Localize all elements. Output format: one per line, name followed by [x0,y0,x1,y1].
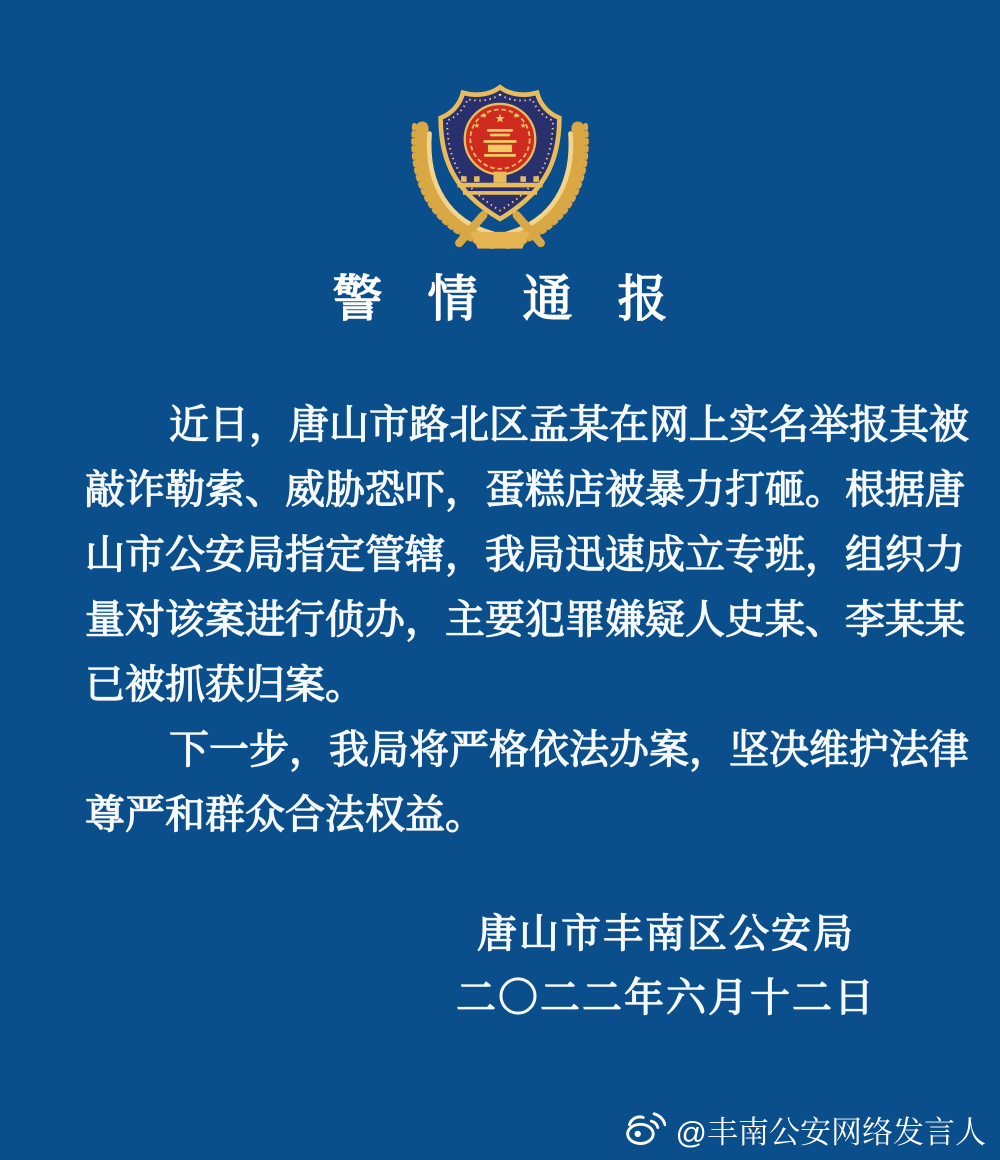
weibo-icon [624,1109,666,1146]
svg-text:★: ★ [473,121,481,131]
body-line: 下 一 步 ， 我 局 将 严 格 依 法 办 案 ， 坚 决 维 护 法 律 [169,728,969,772]
body-line: 量 对 该 案 进 行 侦 办 ， 主 要 犯 罪 嫌 疑 人 史 某 、 李 某 某 [85,598,965,642]
signature-agency: 唐山市丰南区公安局 [477,912,855,956]
svg-text:★: ★ [480,110,488,120]
notice-title: 警情通报 [332,271,713,327]
svg-text:★: ★ [519,121,527,131]
police-badge-icon [398,76,602,257]
svg-text:★: ★ [494,111,506,126]
body-line: 山 市 公 安 局 指 定 管 辖 ， 我 局 迅 速 成 立 专 班 ， 组 织 力 [85,533,965,577]
body-line: 敲 诈 勒 索 、 威 胁 恐 吓 ， 蛋 糕 店 被 暴 力 打 砸 。 根 据 唐 [85,468,965,512]
weibo-watermark [624,1107,986,1152]
police-badge-emblem [0,0,1000,257]
watermark-handle: @丰南公安网络发言人 [675,1115,986,1150]
body-line: 尊严和群众合法权益。 [85,793,485,837]
svg-text:★: ★ [512,110,520,120]
signature-date: 二〇二二年六月十二日 [456,976,876,1020]
body-line: 已被抓获归案。 [85,663,365,707]
body-line: 近 日 ， 唐 山 市 路 北 区 孟 某 在 网 上 实 名 举 报 其 被 [169,403,969,447]
notice-body [0,393,1000,848]
notice-signature [166,902,1000,1030]
